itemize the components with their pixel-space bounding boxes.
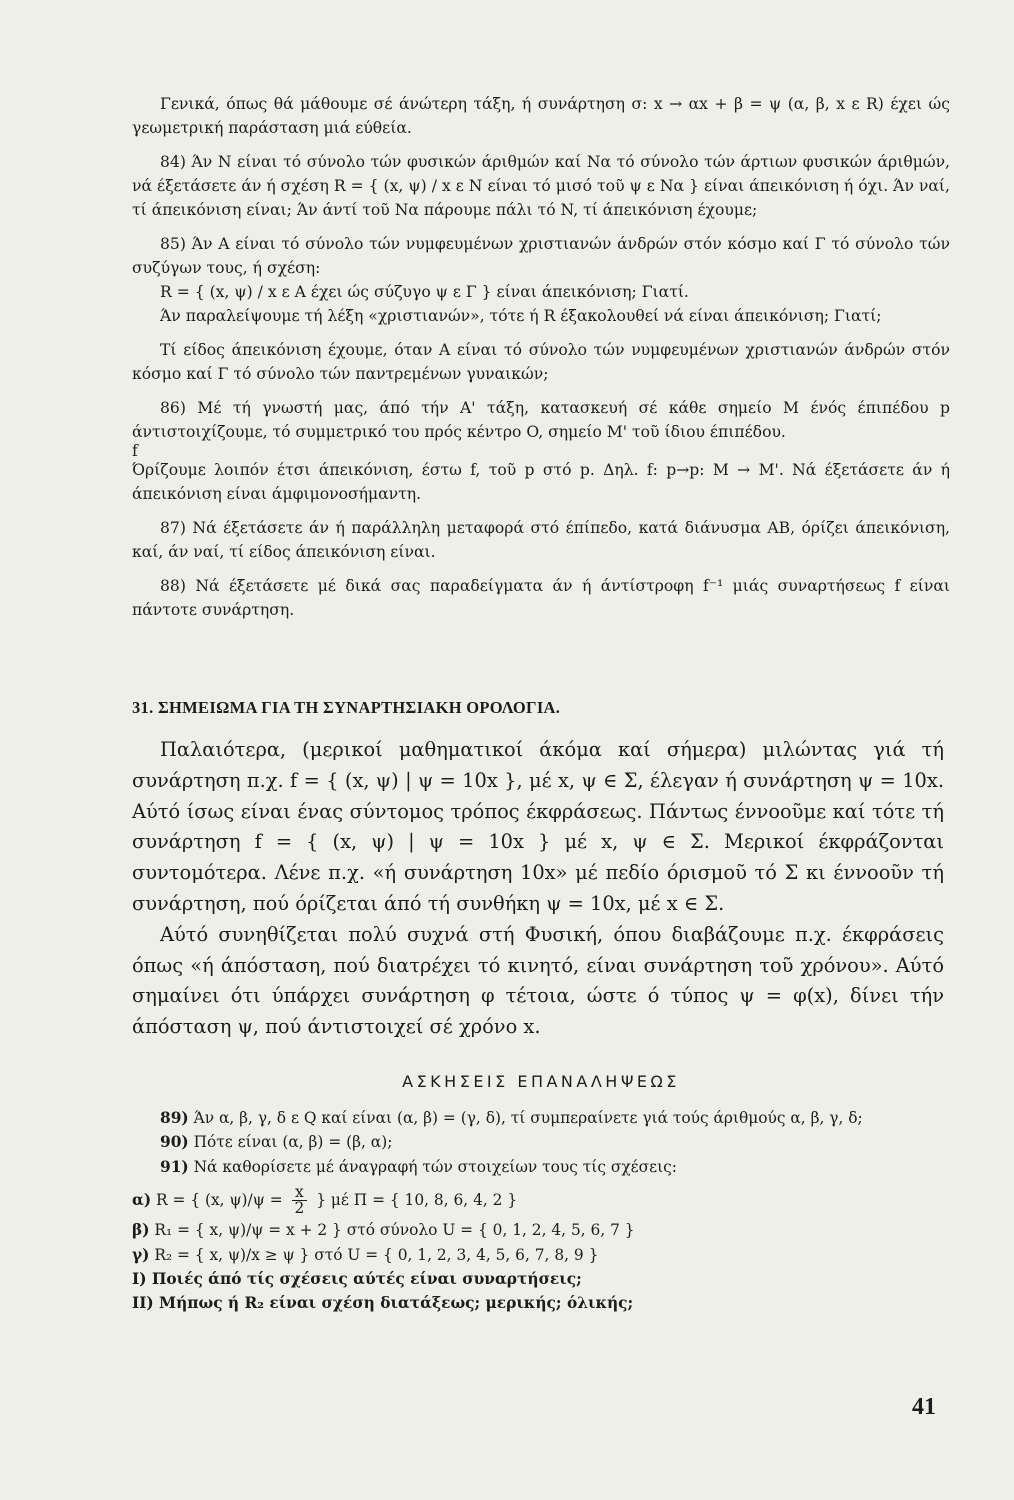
exercise-84 (132, 150, 950, 222)
intro-paragraph: Γενικά, όπως θά μάθουμε σέ άνώτερη τάξη, ή συνάρτηση σ: x → αx + β = ψ (α, β, x ε R) έχει ώς γεωμετρική παράσταση μιά εύθεία. (132, 95, 950, 137)
exercise-88-text: Νά έξετάσετε μέ δικά σας παραδείγματα άν ή άντίστροφη f⁻¹ μιάς συναρτήσεως f είναι πάντοτε συνάρτηση. (132, 577, 950, 619)
exercise-87 (132, 516, 950, 564)
exercise-91-b (132, 1218, 950, 1242)
exercise-91-c (132, 1243, 950, 1267)
section-paragraph-2: Αύτό συνηθίζεται πολύ συχνά στή Φυσική, όπου διαβάζουμε π.χ. έκφράσεις όπως «ή άπόσταση, πού διατρέχει τό κινητό, είναι συνάρτηση τοῦ χρόνου». Αύτό σημαίνει ότι ύπάρχει συνάρτηση φ τέτοια, ώστε ό τύπος ψ = φ(x), δίνει τήν άπόσταση ψ, πού άντιστοιχεί σέ χρόνο x. (132, 922, 944, 1039)
exercise-91-number: 91) (160, 1157, 189, 1176)
question-2-text: Μήπως ή R₂ είναι σχέση διατάξεως; μερικής; όλικής; (159, 1294, 634, 1313)
exercise-85-question-3: Τί είδος άπεικόνιση έχουμε, όταν A είναι τό σύνολο τών νυμφευμένων χριστιανών άνδρών στόν κόσμο καί Γ τό σύνολο τών παντρεμένων γυναικών; (132, 341, 950, 383)
exercise-84-text: Άν N είναι τό σύνολο τών φυσικών άριθμών καί Nα τό σύνολο τών άρτιων φυσικών άριθμών, νά έξετάσετε άν ή σχέση R = { (x, ψ) / x ε N είναι τό μισό τοῦ ψ ε Nα } είναι άπεικόνιση ή όχι. Άν ναί, τί άπεικόνιση είναι; Άν άντί τοῦ Nα πάρουμε πάλι τό N, τί άπεικόνιση έχουμε; (132, 153, 950, 219)
exercise-86-f-label: f (132, 442, 138, 460)
exercise-89-number: 89) (160, 1109, 189, 1127)
exercise-90-number: 90) (160, 1133, 189, 1152)
exercise-88-number: 88) (160, 577, 186, 595)
section-heading: 31. ΣΗΜΕΙΩΜΑ ΓΙΑ ΤΗ ΣΥΝΑΡΤΗΣΙΑΚΗ ΟΡΟΛΟΓΙΑ. (132, 698, 561, 717)
exercise-85-number: 85) (160, 235, 186, 253)
exercise-91-text: Νά καθορίσετε μέ άναγραφή τών στοιχείων τους τίς σχέσεις: (188, 1157, 677, 1176)
exercise-91-a-rhs: } μέ Π = { 10, 8, 6, 4, 2 } (316, 1190, 518, 1209)
exercises-84-88 (132, 92, 950, 622)
exercise-85 (132, 232, 950, 280)
exercise-85-question-2: Άν παραλείψουμε τή λέξη «χριστιανών», τότε ή R έξακολουθεί νά είναι άπεικόνιση; Γιατί; (160, 307, 882, 325)
section-paragraph-1: Παλαιότερα, (μερικοί μαθηματικοί άκόμα καί σήμερα) μιλώντας γιά τή συνάρτηση π.χ. f = { (x, ψ) | ψ = 10x }, μέ x, ψ ∈ Σ, έλεγαν ή συνάρτηση ψ = 10x. Αύτό ίσως είναι ένας σύντομος τρόπος έκφράσεως. Πάντως έννοοῦμε καί τότε τή συνάρτηση f = { (x, ψ) | ψ = 10x } μέ x, ψ ∈ Σ. Μερικοί έκφράζονται συντομότερα. Λένε π.χ. «ή συνάρτηση 10x» μέ πεδίο όρισμοῦ τό Σ κι έννοοῦν τή συνάρτηση, πού όρίζεται άπό τή συνθήκη ψ = 10x, μέ x ∈ Σ. (132, 738, 944, 915)
question-1-text: Ποιές άπό τίς σχέσεις αύτές είναι συναρτήσεις; (151, 1269, 582, 1288)
exercise-90-text: Πότε είναι (α, β) = (β, α); (188, 1133, 393, 1152)
question-2-label: II) (132, 1294, 154, 1313)
exercise-84-number: 84) (160, 153, 186, 171)
exercise-87-number: 87) (160, 519, 186, 537)
exercise-91 (132, 1155, 950, 1179)
exercise-91-b-text: R₁ = { x, ψ)/ψ = x + 2 } στό σύνολο U = { 0, 1, 2, 4, 5, 6, 7 } (154, 1221, 635, 1240)
page-number: 41 (912, 1394, 936, 1420)
exercise-91-question-1 (132, 1267, 950, 1291)
exercise-91-c-label: γ) (132, 1245, 150, 1264)
exercise-86-definition: Όρίζουμε λοιπόν έτσι άπεικόνιση, έστω f, τοῦ p στό p. Δηλ. f: p→p: M → M'. Νά έξετάσετε άν ή άπεικόνιση είναι άμφιμονοσήμαντη. (132, 461, 950, 503)
review-exercises-heading: ΑΣΚΗΣΕΙΣ ΕΠΑΝΑΛΗΨΕΩΣ (402, 1072, 680, 1091)
section-body (132, 735, 944, 1043)
exercise-86 (132, 396, 950, 444)
fraction (292, 1185, 308, 1216)
exercise-90 (132, 1130, 950, 1154)
exercise-85-relation: R = { (x, ψ) / x ε A έχει ώς σύζυγο ψ ε Γ } είναι άπεικόνιση; Γιατί. (160, 283, 689, 301)
exercise-87-text: Νά έξετάσετε άν ή παράλληλη μεταφορά στό έπίπεδο, κατά διάνυσμα AB, όρίζει άπεικόνιση, καί, άν ναί, τί είδος άπεικόνιση είναι. (132, 519, 950, 561)
exercise-91-a-lhs: R = { (x, ψ)/ψ = (156, 1190, 283, 1209)
exercise-91-a-label: α) (132, 1190, 152, 1209)
fraction-denominator: 2 (294, 1199, 305, 1218)
exercise-85-text: Άν A είναι τό σύνολο τών νυμφευμένων χριστιανών άνδρών στόν κόσμο καί Γ τό σύνολο τών συζύγων τους, ή σχέση: (132, 235, 950, 277)
exercise-86-number: 86) (160, 399, 186, 417)
exercise-91-question-2 (132, 1291, 950, 1315)
exercise-89 (132, 1106, 950, 1130)
exercise-91-b-label: β) (132, 1221, 150, 1240)
fraction-numerator: x (292, 1185, 308, 1201)
exercise-91-c-text: R₂ = { x, ψ)/x ≥ ψ } στό U = { 0, 1, 2, 3, 4, 5, 6, 7, 8, 9 } (154, 1245, 599, 1264)
question-1-label: I) (132, 1269, 147, 1288)
exercise-91-a (132, 1185, 950, 1217)
exercise-89-text: Άν α, β, γ, δ ε Q καί είναι (α, β) = (γ, δ), τί συμπεραίνετε γιά τούς άριθμούς α, β, γ, δ; (188, 1109, 863, 1127)
review-exercises (132, 1106, 950, 1316)
exercise-86-text: Μέ τή γνωστή μας, άπό τήν A' τάξη, κατασκευή σέ κάθε σημείο M ένός έπιπέδου p άντιστοιχίζουμε, τό συμμετρικό του πρός κέντρο O, σημείο M' τοῦ ίδιου έπιπέδου. (132, 399, 950, 441)
exercise-88 (132, 574, 950, 622)
